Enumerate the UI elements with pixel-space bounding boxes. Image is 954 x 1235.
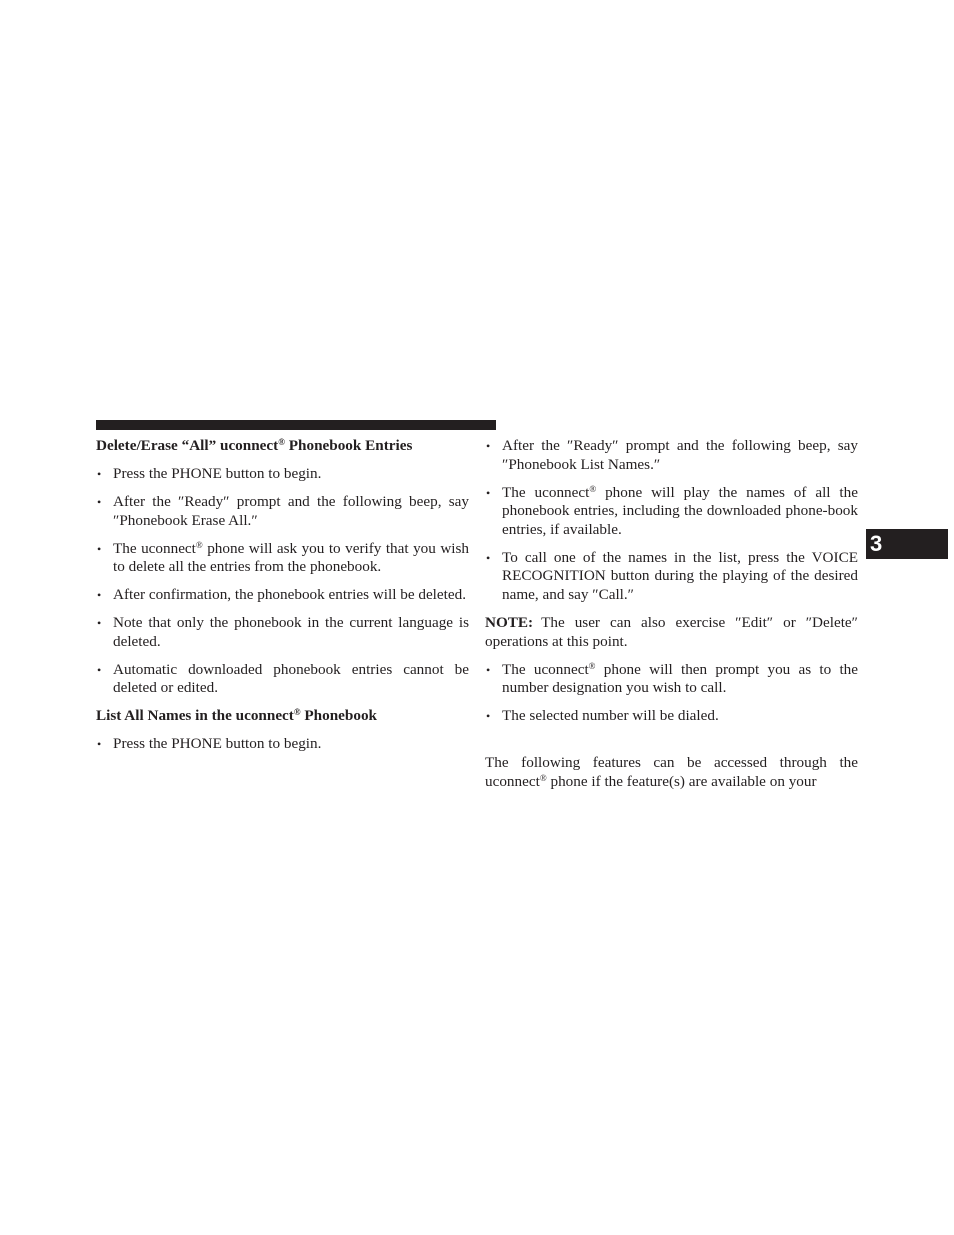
list-names-steps-list [96,735,469,754]
list-item: • The uconnect® phone will then prompt you as to the number designation you wish to call. [486,660,858,697]
section-heading-delete-erase-all: Delete/Erase “All” uconnect® Phonebook Entries [96,437,413,454]
list-item: • Press the PHONE button to begin. [97,735,322,753]
section-spacer [485,735,858,754]
bullet-icon: • [97,588,102,603]
bullet-icon: • [97,541,102,556]
list-item: • Press the PHONE button to begin. [97,464,322,482]
list-item: • After confirmation, the phonebook entries will be deleted. [97,586,466,604]
list-item: • The selected number will be dialed. [486,707,719,725]
bullet-icon: • [486,485,491,500]
bullet-icon: • [97,737,102,752]
list-names-steps-final [485,661,858,726]
bullet-icon: • [97,616,102,631]
delete-erase-steps-list [96,465,469,698]
bullet-icon: • [97,662,102,677]
bullet-icon: • [486,439,491,453]
left-column [96,437,469,763]
chapter-tab [866,529,948,559]
note-label: NOTE: [485,613,534,631]
list-item: • The uconnect® phone will ask you to verify that you wish to delete all the entries from the phonebook. [97,539,470,576]
list-names-steps-continued [485,437,858,605]
list-item: • Automatic downloaded phonebook entries cannot be deleted or edited. [97,660,469,697]
bullet-icon: • [486,550,491,565]
section-rule [96,420,496,430]
bullet-icon: • [97,494,102,509]
bullet-icon: • [486,709,491,724]
note-paragraph: NOTE: The user can also exercise ″Edit″ or ″Delete″ operations at this point. [485,613,858,650]
list-item: • The uconnect® phone will play the names of all the phonebook entries, including the downloaded phone-book entries, if available. [486,483,858,538]
list-item: • Note that only the phonebook in the current language is deleted. [97,614,469,650]
right-column [485,437,858,801]
list-item: • To call one of the names in the list, press the VOICE RECOGNITION button during the playing of the desired name, and say ″Call.″ [486,548,858,603]
chapter-number: 3 [870,531,883,556]
bullet-icon: • [97,466,102,481]
section-heading-list-all-names: List All Names in the uconnect® Phonebook [96,707,377,725]
list-item: • After the ″Ready″ prompt and the following beep, say ″Phonebook List Names.″ [486,437,858,473]
features-paragraph: The following features can be accessed through the uconnect® phone if the feature(s) are available on your [485,754,858,790]
bullet-icon: • [486,662,491,677]
list-item: • After the ″Ready″ prompt and the following beep, say ″Phonebook Erase All.″ [97,492,469,529]
